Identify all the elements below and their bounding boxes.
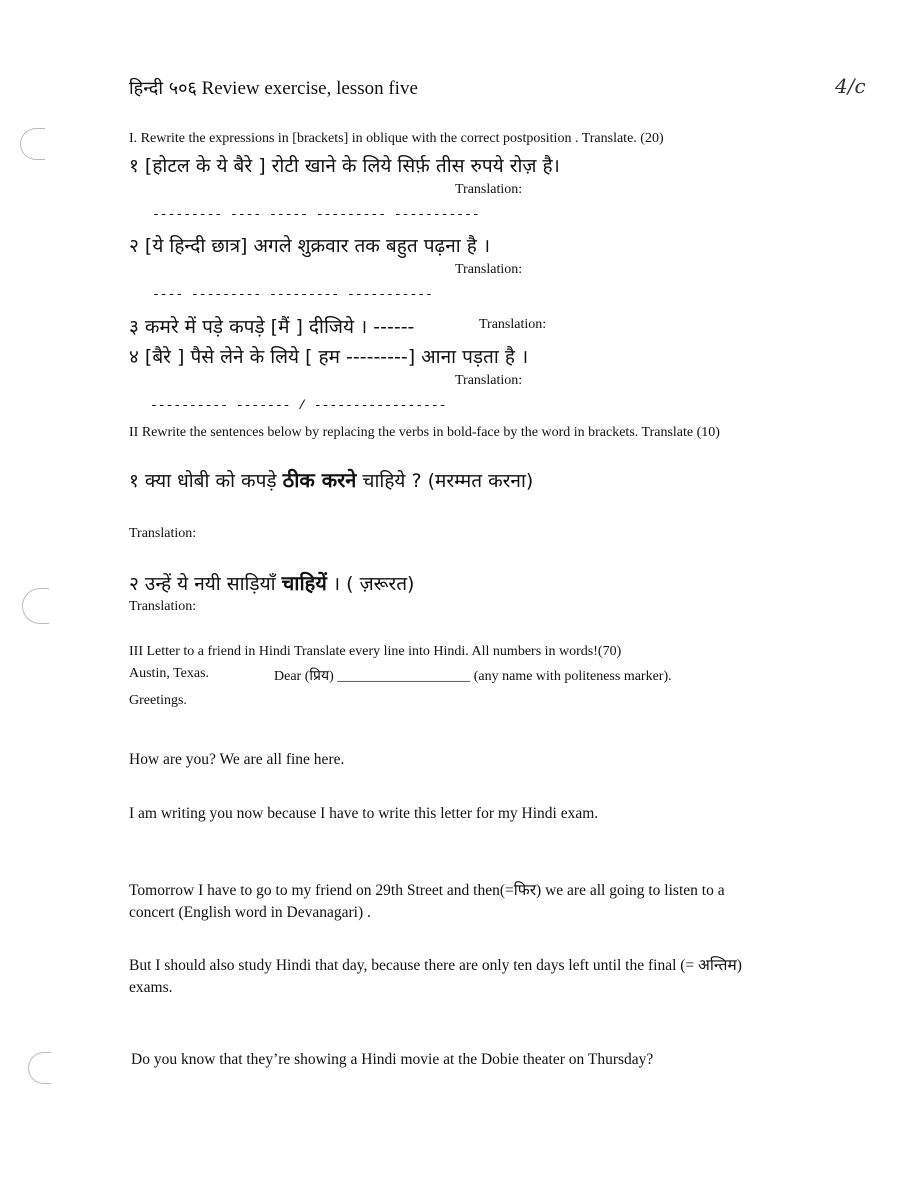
section-2-q1-bold-verb: ठीक करने — [282, 468, 357, 492]
scan-mark-middle — [22, 588, 49, 624]
scan-mark-bottom — [28, 1052, 51, 1084]
section-1-q2-translation-label: Translation: — [455, 262, 523, 277]
section-1-q1-translation-label: Translation: — [455, 182, 523, 197]
letter-line-4: But I should also study Hindi that day, because there are only ten days left until the final (= अन्तिम) exams. — [129, 957, 742, 996]
section-1-heading: I. Rewrite the expressions in [brackets] in oblique with the correct postposition . Translate. (20) — [129, 131, 664, 146]
section-1-q1-blanks: --------- ---- ----- --------- ----------- — [152, 207, 480, 222]
page-title — [129, 76, 418, 100]
section-2-heading: II Rewrite the sentences below by replacing the verbs in bold-face by the word in brackets. Translate (10) — [129, 425, 720, 440]
scan-mark-top — [20, 128, 45, 160]
section-1-q4-blanks: ---------- ------- / ----------------- — [150, 398, 447, 413]
letter-place: Austin, Texas. — [129, 666, 210, 681]
letter-line-2: I am writing you now because I have to write this letter for my Hindi exam. — [129, 805, 599, 822]
section-2-question-2 — [129, 569, 414, 596]
corner-mark: 4/c — [835, 74, 866, 98]
section-1-q2-blanks: ---- --------- --------- ----------- — [152, 287, 433, 302]
section-2-q2-translation-label: Translation: — [129, 599, 197, 614]
letter-salutation: Dear (प्रिय) ___________________ (any name with politeness marker). — [274, 669, 672, 684]
section-3-heading: III Letter to a friend in Hindi Translate every line into Hindi. All numbers in words!(70) — [129, 644, 622, 659]
section-1-q4-translation-label: Translation: — [455, 373, 523, 388]
section-1-question-3: ३ कमरे में पड़े कपड़े [मैं ] दीजिये । ------ — [129, 316, 415, 338]
section-1-question-4: ४ [बैरे ] पैसे लेने के लिये [ हम ---------] आना पड़ता है । — [129, 346, 529, 368]
section-2-q1-text: १ क्या धोबी को कपड़े — [129, 470, 283, 492]
letter-greetings: Greetings. — [129, 693, 187, 708]
letter-line-5: Do you know that they’re showing a Hindi movie at the Dobie theater on Thursday? — [131, 1051, 654, 1068]
section-2-q1-translation-label: Translation: — [129, 526, 197, 541]
title-hindi: हिन्दी ५०६ — [129, 78, 197, 99]
letter-line-3: Tomorrow I have to go to my friend on 29th Street and then(=फिर) we are all going to listen to a concert (English word in Devanagari) . — [129, 882, 725, 921]
section-1-question-2: २ [ये हिन्दी छात्र] अगले शुक्रवार तक बहुत पढ़ना है । — [129, 235, 491, 257]
title-text: Review exercise, lesson five — [201, 78, 418, 99]
section-1-q3-translation-label: Translation: — [479, 317, 547, 332]
section-2-q2-hint: । ( ज़रूरत) — [326, 573, 415, 595]
section-2-q1-hint: चाहिये ? (मरम्मत करना) — [356, 470, 534, 492]
letter-line-1: How are you? We are all fine here. — [129, 751, 345, 768]
section-2-question-1 — [129, 466, 533, 493]
section-1-question-1: १ [होटल के ये बैरे ] रोटी खाने के लिये सिर्फ़ तीस रुपये रोज़ है। — [129, 155, 560, 177]
section-2-q2-bold-verb: चाहियें — [281, 571, 327, 595]
section-2-q2-text: २ उन्हें ये नयी साड़ियाँ — [129, 573, 282, 595]
